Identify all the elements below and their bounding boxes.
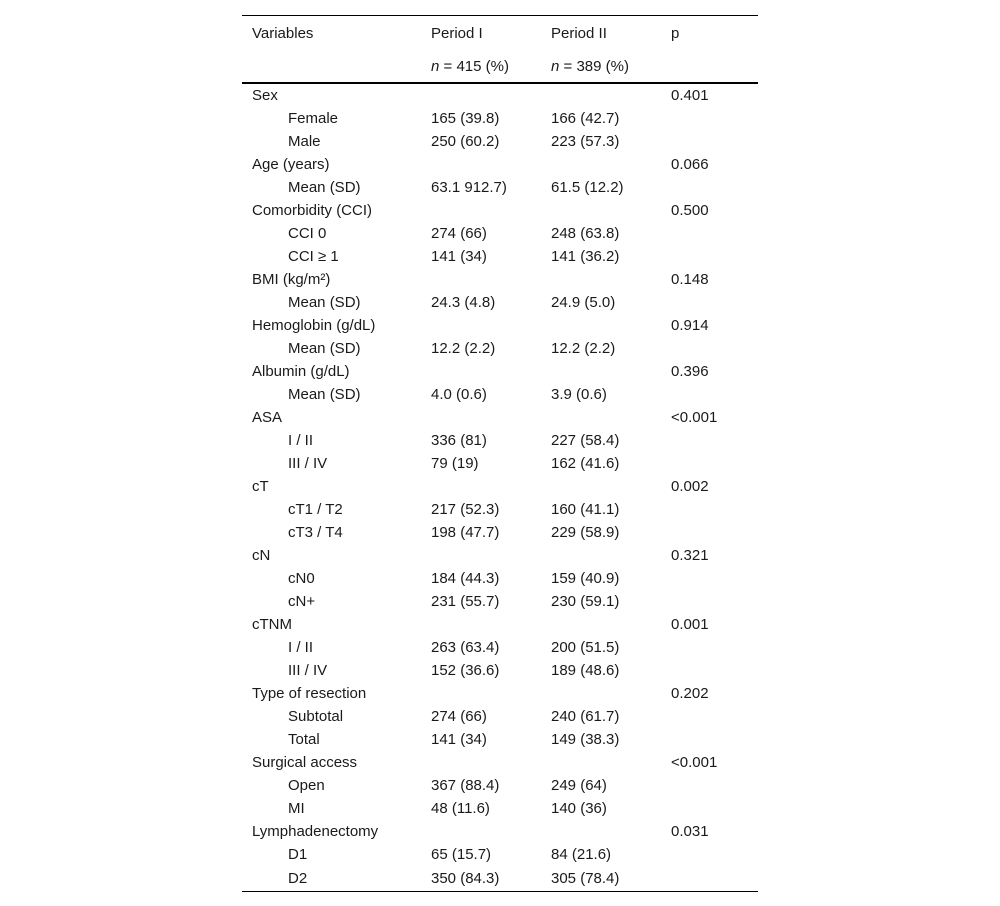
header-empty-cell [242,50,421,83]
row-p-value: 0.001 [671,616,709,633]
table-row [242,521,758,544]
row-p-value [665,636,758,659]
header-row-titles [242,16,758,51]
header-empty-cell [665,50,758,83]
row-sublabel: Total [288,731,320,748]
row-period-2-value: 166 (42.7) [551,110,620,127]
row-period-2-value: 84 (21.6) [551,846,612,863]
row-sublabel: cN+ [288,593,316,610]
row-p-value [665,843,758,866]
table-row [242,866,758,892]
table-row [242,314,758,337]
table-row [242,705,758,728]
row-p-value: 0.500 [671,202,709,219]
row-p-value [665,337,758,360]
table-row [242,268,758,291]
table-row [242,567,758,590]
row-period-2-value: 149 (38.3) [551,731,620,748]
row-p-value [665,521,758,544]
row-p-value [665,291,758,314]
row-period-2-value: 160 (41.1) [551,501,620,518]
row-period-2-value [545,406,665,429]
header-period-2-n [545,50,665,83]
row-variable-label: ASA [252,409,283,426]
header-period-1-n [421,50,545,83]
table-row [242,107,758,130]
table-row [242,199,758,222]
table-row [242,176,758,199]
row-period-1-value: 336 (81) [431,432,487,449]
row-p-value [665,567,758,590]
row-period-1-value: 79 (19) [431,455,479,472]
table-row [242,590,758,613]
row-variable-label: Hemoglobin (g/dL) [252,317,376,334]
table-row [242,337,758,360]
row-sublabel: Subtotal [288,708,344,725]
table-container [242,15,758,892]
row-period-1-value: 152 (36.6) [431,662,500,679]
table-row [242,360,758,383]
row-period-2-value [545,360,665,383]
row-p-value [665,866,758,892]
row-p-value [665,130,758,153]
row-variable-label: Albumin (g/dL) [252,363,350,380]
row-sublabel: Mean (SD) [288,340,361,357]
table-row [242,291,758,314]
row-p-value: 0.396 [671,363,709,380]
row-period-2-value: 12.2 (2.2) [551,340,616,357]
row-period-2-value: 159 (40.9) [551,570,620,587]
patient-characteristics-table [242,15,758,892]
table-row [242,452,758,475]
row-sublabel: Mean (SD) [288,386,361,403]
row-period-2-value [545,613,665,636]
row-sublabel: cT3 / T4 [288,524,343,541]
table-row [242,751,758,774]
row-period-2-value [545,83,665,107]
header-period-2: Period II [545,16,665,51]
header-period-1: Period I [421,16,545,51]
table-body [242,83,758,892]
table-row [242,429,758,452]
row-sublabel: Female [288,110,339,127]
row-period-1-value: 274 (66) [431,708,487,725]
table-row [242,83,758,107]
row-variable-label: Lymphadenectomy [252,823,379,840]
row-period-2-value: 24.9 (5.0) [551,294,616,311]
row-sublabel: D1 [288,846,308,863]
table-row [242,406,758,429]
row-period-2-value [545,751,665,774]
row-p-value: 0.914 [671,317,709,334]
row-period-1-value: 4.0 (0.6) [431,386,487,403]
row-p-value [665,383,758,406]
row-period-2-value [545,820,665,843]
row-period-1-value [421,314,545,337]
row-period-2-value [545,544,665,567]
row-period-2-value [545,475,665,498]
row-p-value [665,728,758,751]
row-p-value [665,774,758,797]
row-period-2-value: 162 (41.6) [551,455,620,472]
row-period-1-value: 12.2 (2.2) [431,340,496,357]
row-period-1-value [421,199,545,222]
row-p-value: <0.001 [671,754,718,771]
row-period-2-value: 230 (59.1) [551,593,620,610]
row-period-1-value: 217 (52.3) [431,501,500,518]
period-2-n-value: = 389 (%) [559,57,629,75]
row-variable-label: Surgical access [252,754,358,771]
row-period-1-value [421,360,545,383]
table-row [242,820,758,843]
row-p-value: 0.202 [671,685,709,702]
row-period-2-value: 249 (64) [551,777,607,794]
row-sublabel: D2 [242,866,421,892]
row-period-1-value: 263 (63.4) [431,639,500,656]
row-sublabel: III / IV [288,662,328,679]
row-period-1-value: 141 (34) [431,248,487,265]
table-row [242,659,758,682]
row-p-value [665,659,758,682]
table-row [242,797,758,820]
row-period-2-value: 189 (48.6) [551,662,620,679]
row-period-2-value [545,199,665,222]
row-sublabel: Male [288,133,321,150]
row-p-value [665,498,758,521]
row-period-2-value: 227 (58.4) [551,432,620,449]
row-p-value [665,705,758,728]
n-symbol: n [431,57,440,75]
row-p-value [665,245,758,268]
row-period-1-value: 231 (55.7) [431,593,500,610]
table-row [242,774,758,797]
row-p-value: 0.002 [671,478,709,495]
row-sublabel: Open [288,777,325,794]
row-period-2-value [545,153,665,176]
row-p-value [665,452,758,475]
row-period-1-value [421,613,545,636]
row-period-1-value [421,475,545,498]
row-variable-label: Comorbidity (CCI) [252,202,373,219]
row-period-2-value [545,268,665,291]
period-1-n-value: = 415 (%) [439,57,509,75]
row-variable-label: cT [252,478,269,495]
row-sublabel: CCI 0 [288,225,327,242]
row-p-value: 0.401 [671,87,709,104]
table-row [242,383,758,406]
table-row [242,682,758,705]
row-period-1-value: 367 (88.4) [431,777,500,794]
row-period-1-value: 165 (39.8) [431,110,500,127]
table-row [242,475,758,498]
row-period-1-value: 250 (60.2) [431,133,500,150]
table-row [242,130,758,153]
table-row [242,544,758,567]
row-p-value [665,797,758,820]
row-sublabel: cT1 / T2 [288,501,343,518]
row-sublabel: Mean (SD) [288,294,361,311]
row-period-2-value [545,314,665,337]
row-sublabel: I / II [288,639,314,656]
row-sublabel: MI [288,800,305,817]
row-p-value [665,590,758,613]
row-period-1-value: 48 (11.6) [431,800,490,817]
table-row [242,728,758,751]
row-sublabel: Mean (SD) [288,179,361,196]
table-row [242,245,758,268]
row-period-1-value [421,406,545,429]
table-row [242,153,758,176]
row-period-2-value: 305 (78.4) [545,866,665,892]
row-period-1-value: 184 (44.3) [431,570,500,587]
row-period-1-value [421,544,545,567]
row-period-1-value [421,153,545,176]
row-p-value [665,222,758,245]
row-sublabel: cN0 [288,570,315,587]
table-row [242,636,758,659]
n-symbol: n [551,57,560,75]
row-variable-label: cN [252,547,271,564]
row-variable-label: Age (years) [252,156,330,173]
row-p-value [665,176,758,199]
row-sublabel: III / IV [288,455,328,472]
row-p-value: 0.066 [671,156,709,173]
row-period-1-value: 350 (84.3) [421,866,545,892]
row-period-2-value: 140 (36) [551,800,607,817]
row-variable-label: BMI (kg/m²) [252,271,331,288]
row-variable-label: Type of resection [252,685,367,702]
row-sublabel: I / II [288,432,314,449]
row-period-2-value: 240 (61.7) [551,708,620,725]
row-period-2-value: 141 (36.2) [551,248,620,265]
row-period-1-value [421,820,545,843]
row-variable-label: Sex [252,87,278,104]
row-p-value: 0.321 [671,547,709,564]
table-row [242,222,758,245]
table-row [242,613,758,636]
row-period-1-value: 198 (47.7) [431,524,500,541]
header-row-counts [242,50,758,83]
table-row [242,843,758,866]
row-p-value [665,107,758,130]
row-period-1-value: 141 (34) [431,731,487,748]
row-period-2-value: 61.5 (12.2) [551,179,624,196]
row-period-1-value [421,83,545,107]
row-period-1-value [421,751,545,774]
row-period-2-value: 3.9 (0.6) [551,386,607,403]
row-period-1-value: 63.1 912.7) [431,179,507,196]
row-period-1-value [421,268,545,291]
row-variable-label: cTNM [252,616,292,633]
header-p-value: p [665,16,758,51]
table-row [242,498,758,521]
row-period-1-value: 65 (15.7) [431,846,492,863]
header-variables: Variables [242,16,421,51]
row-period-2-value: 229 (58.9) [551,524,620,541]
row-p-value [665,429,758,452]
row-p-value: 0.148 [671,271,709,288]
row-sublabel: CCI ≥ 1 [288,248,339,265]
row-period-2-value: 248 (63.8) [551,225,620,242]
row-p-value: 0.031 [671,823,709,840]
row-period-2-value: 223 (57.3) [551,133,620,150]
row-period-1-value [421,682,545,705]
row-period-2-value: 200 (51.5) [551,639,620,656]
table-header [242,16,758,84]
row-p-value: <0.001 [671,409,718,426]
row-period-1-value: 24.3 (4.8) [431,294,496,311]
row-period-2-value [545,682,665,705]
row-period-1-value: 274 (66) [431,225,487,242]
